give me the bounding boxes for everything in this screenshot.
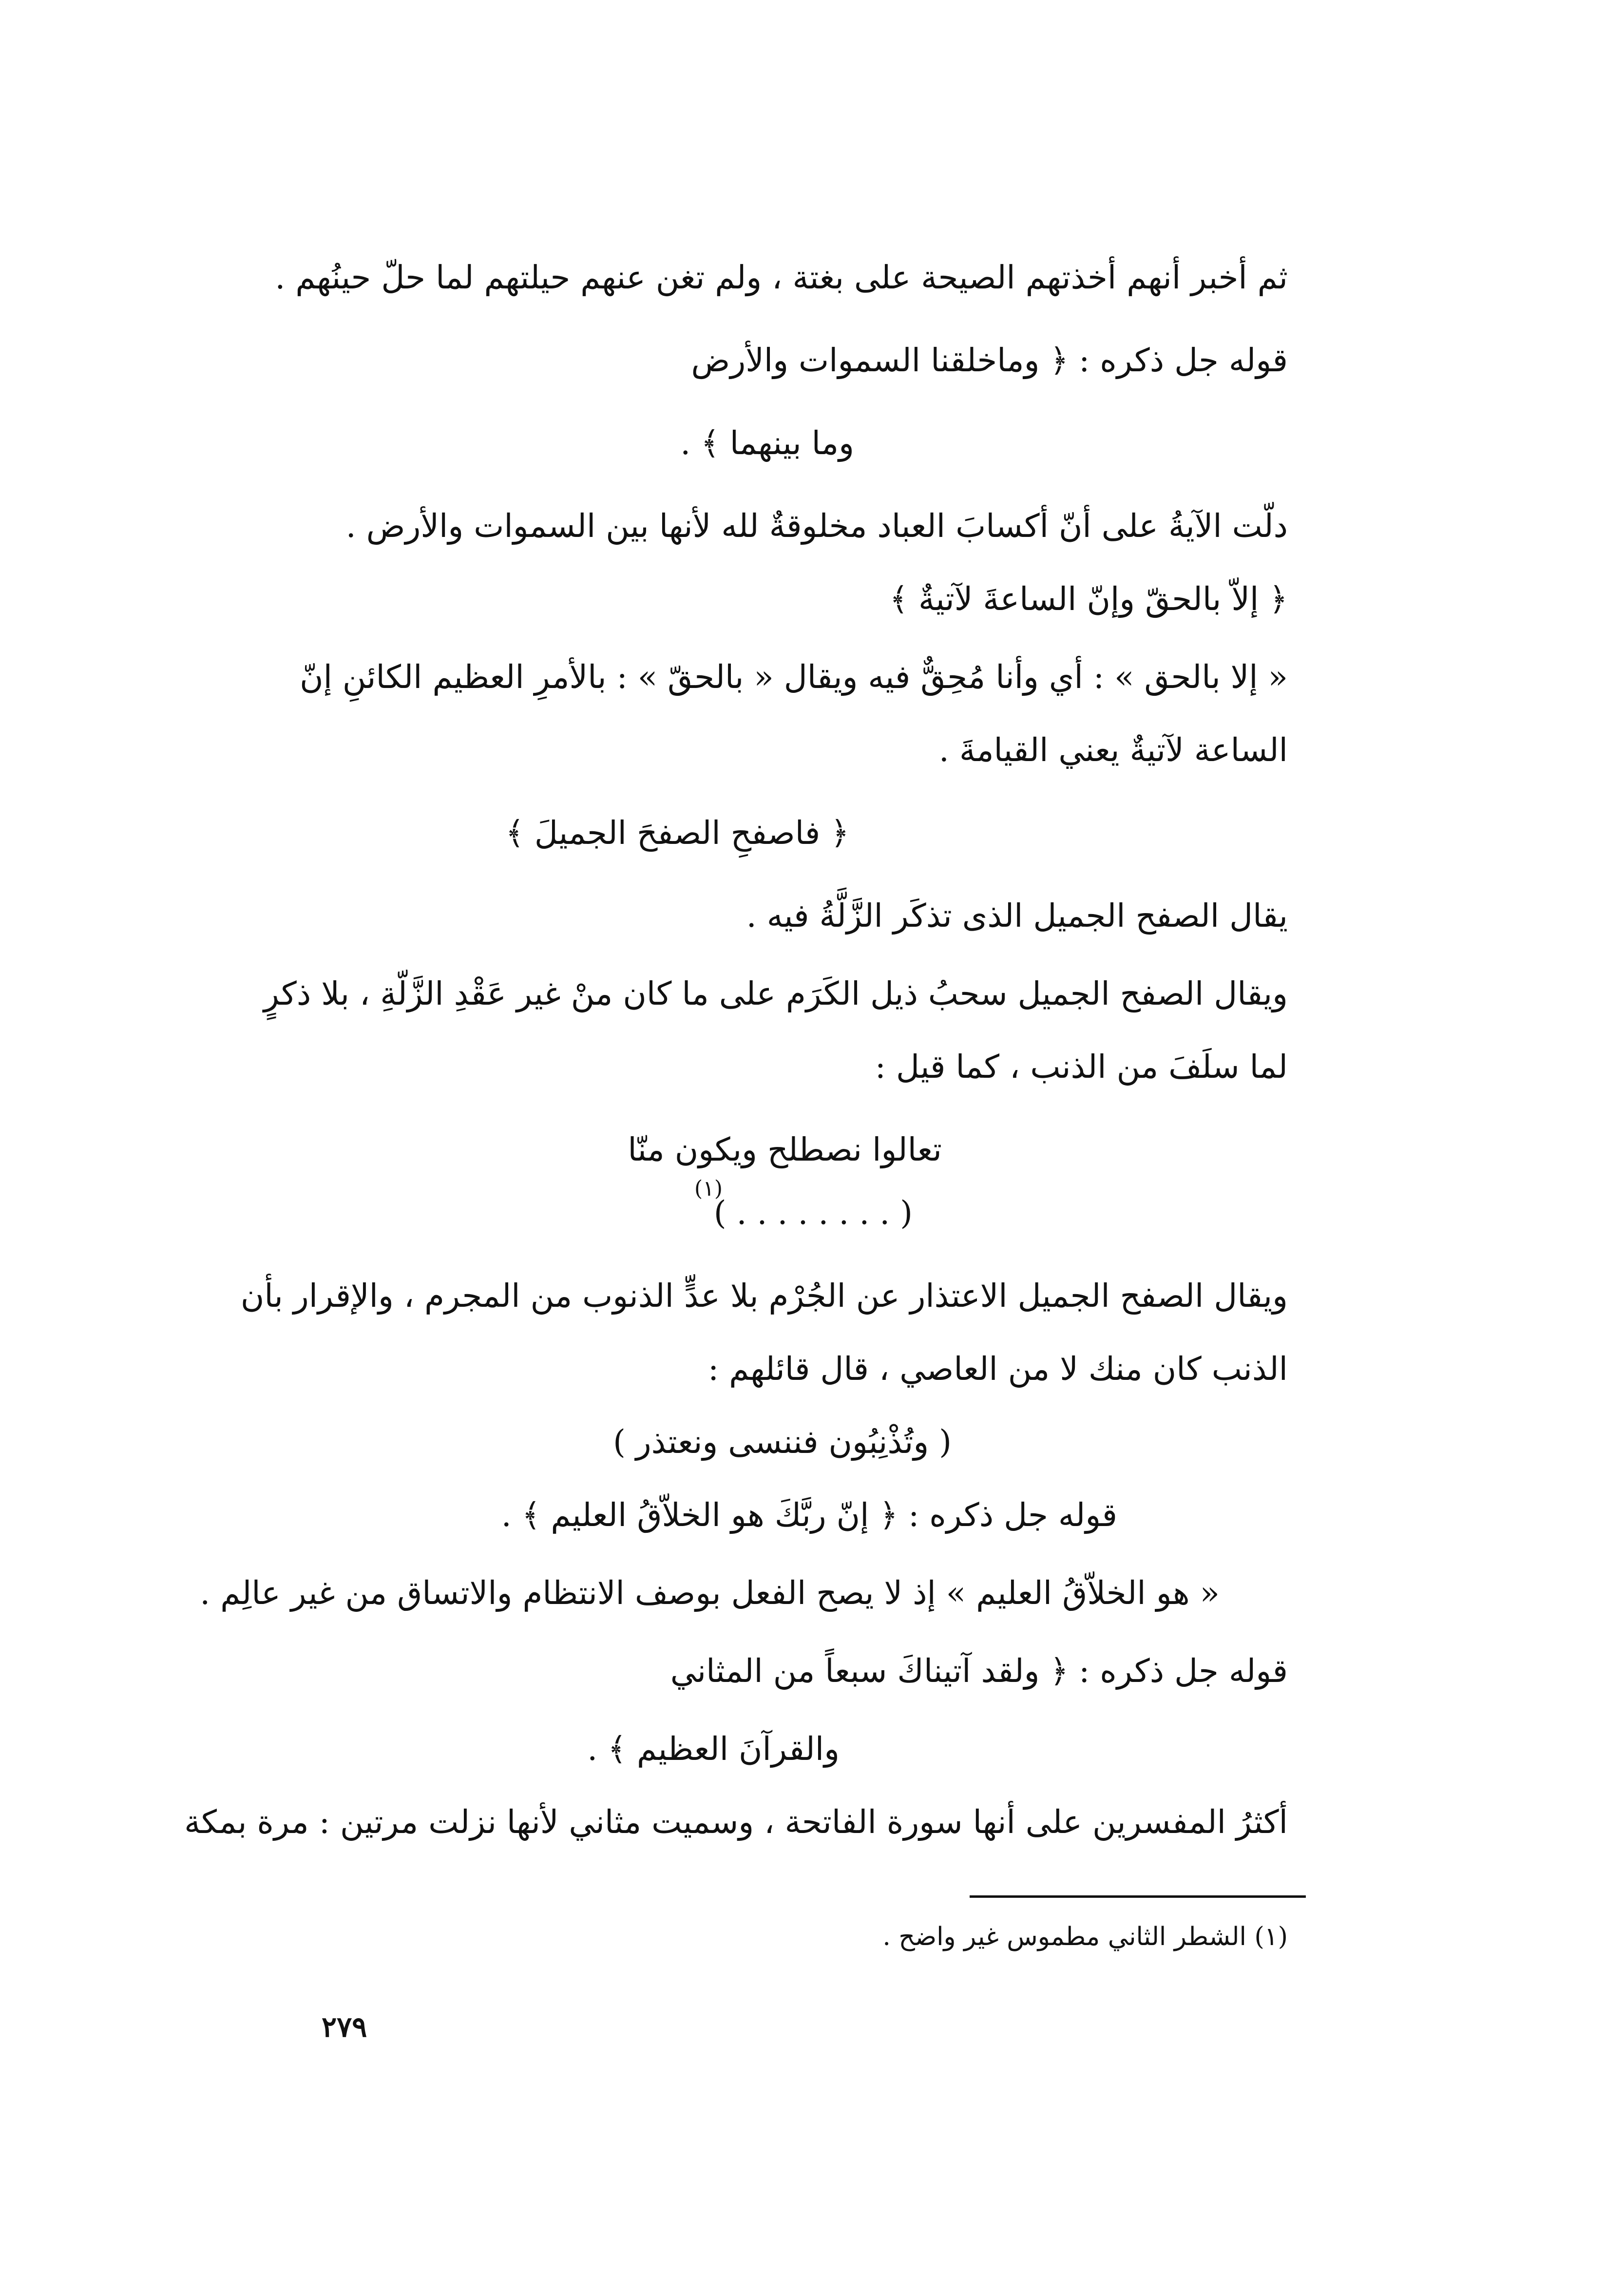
text-line-4: يقال الصفح الجميل الذى تذكَر الزَّلَّةُ فيه .: [746, 897, 1288, 935]
poem-line-3: ( وتُذْنِبُون فننسى ونعتذر ): [613, 1423, 952, 1461]
text-line-6: ويقال الصفح الجميل الاعتذار عن الجُرْم بلا عدٍّ الذنوب من المجرم ، والإقرار بأن: [240, 1277, 1288, 1315]
verse-heading-3-continued: والقرآنَ العظيم ﴾ .: [587, 1730, 840, 1768]
poem-line-1: تعالوا نصطلح ويكون منّا: [628, 1131, 942, 1168]
page-number: ٢٧٩: [322, 2010, 367, 2043]
verse-quote-2: ﴿ فاصفحِ الصفحَ الجميلَ ﴾: [505, 814, 849, 852]
text-line-5-continued: لما سلَفَ من الذنب ، كما قيل :: [875, 1048, 1288, 1086]
text-line-8: أكثرُ المفسرين على أنها سورة الفاتحة ، وسميت مثاني لأنها نزلت مرتين : مرة بمكة: [184, 1803, 1288, 1841]
verse-quote-1: ﴿ إلاّ بالحقّ وإنّ الساعةَ لآتيةٌ ﴾: [889, 580, 1288, 618]
footnote-marker: (١): [694, 1176, 723, 1201]
text-line-6-continued: الذنب كان منك لا من العاصي ، قال قائلهم :: [707, 1350, 1288, 1388]
text-line-3: « إلا بالحق » : أي وأنا مُحِقٌّ فيه ويقال « بالحقّ » : بالأمرِ العظيم الكائنِ إنّ: [300, 658, 1288, 696]
text-line-3-continued: الساعة لآتيةٌ يعني القيامةَ .: [938, 731, 1288, 769]
footnote: (١) الشطر الثاني مطموس غير واضح .: [882, 1922, 1288, 1951]
footnote-separator: [970, 1895, 1306, 1898]
text-line-7: « هو الخلاّقُ العليم » إذ لا يصح الفعل بوصف الانتظام والاتساق من غير عالِم .: [200, 1574, 1220, 1612]
text-line-2: دلّت الآيةُ على أنّ أكسابَ العباد مخلوقةٌ لله لأنها بين السموات والأرض .: [345, 507, 1288, 545]
verse-heading-1: قوله جل ذكره : ﴿ وماخلقنا السموات والأرض: [691, 342, 1288, 379]
text-line-1: ثم أخبر أنهم أخذتهم الصيحة على بغتة ، ولم تغن عنهم حيلتهم لما حلّ حينُهم .: [275, 259, 1288, 296]
verse-heading-1-continued: وما بينهما ﴾ .: [680, 424, 854, 462]
verse-heading-2: قوله جل ذكره : ﴿ إنّ ربَّكَ هو الخلاّقُ العليم ﴾ .: [501, 1496, 1117, 1534]
poem-line-2: ( . . . . . . . . ): [713, 1194, 913, 1232]
verse-heading-3: قوله جل ذكره : ﴿ ولقد آتيناكَ سبعاً من المثاني: [670, 1652, 1288, 1690]
text-line-5: ويقال الصفح الجميل سحبُ ذيل الكَرَم على ما كان منْ غير عَقْدِ الزَّلّةِ ، بلا ذكرٍ: [264, 975, 1288, 1012]
